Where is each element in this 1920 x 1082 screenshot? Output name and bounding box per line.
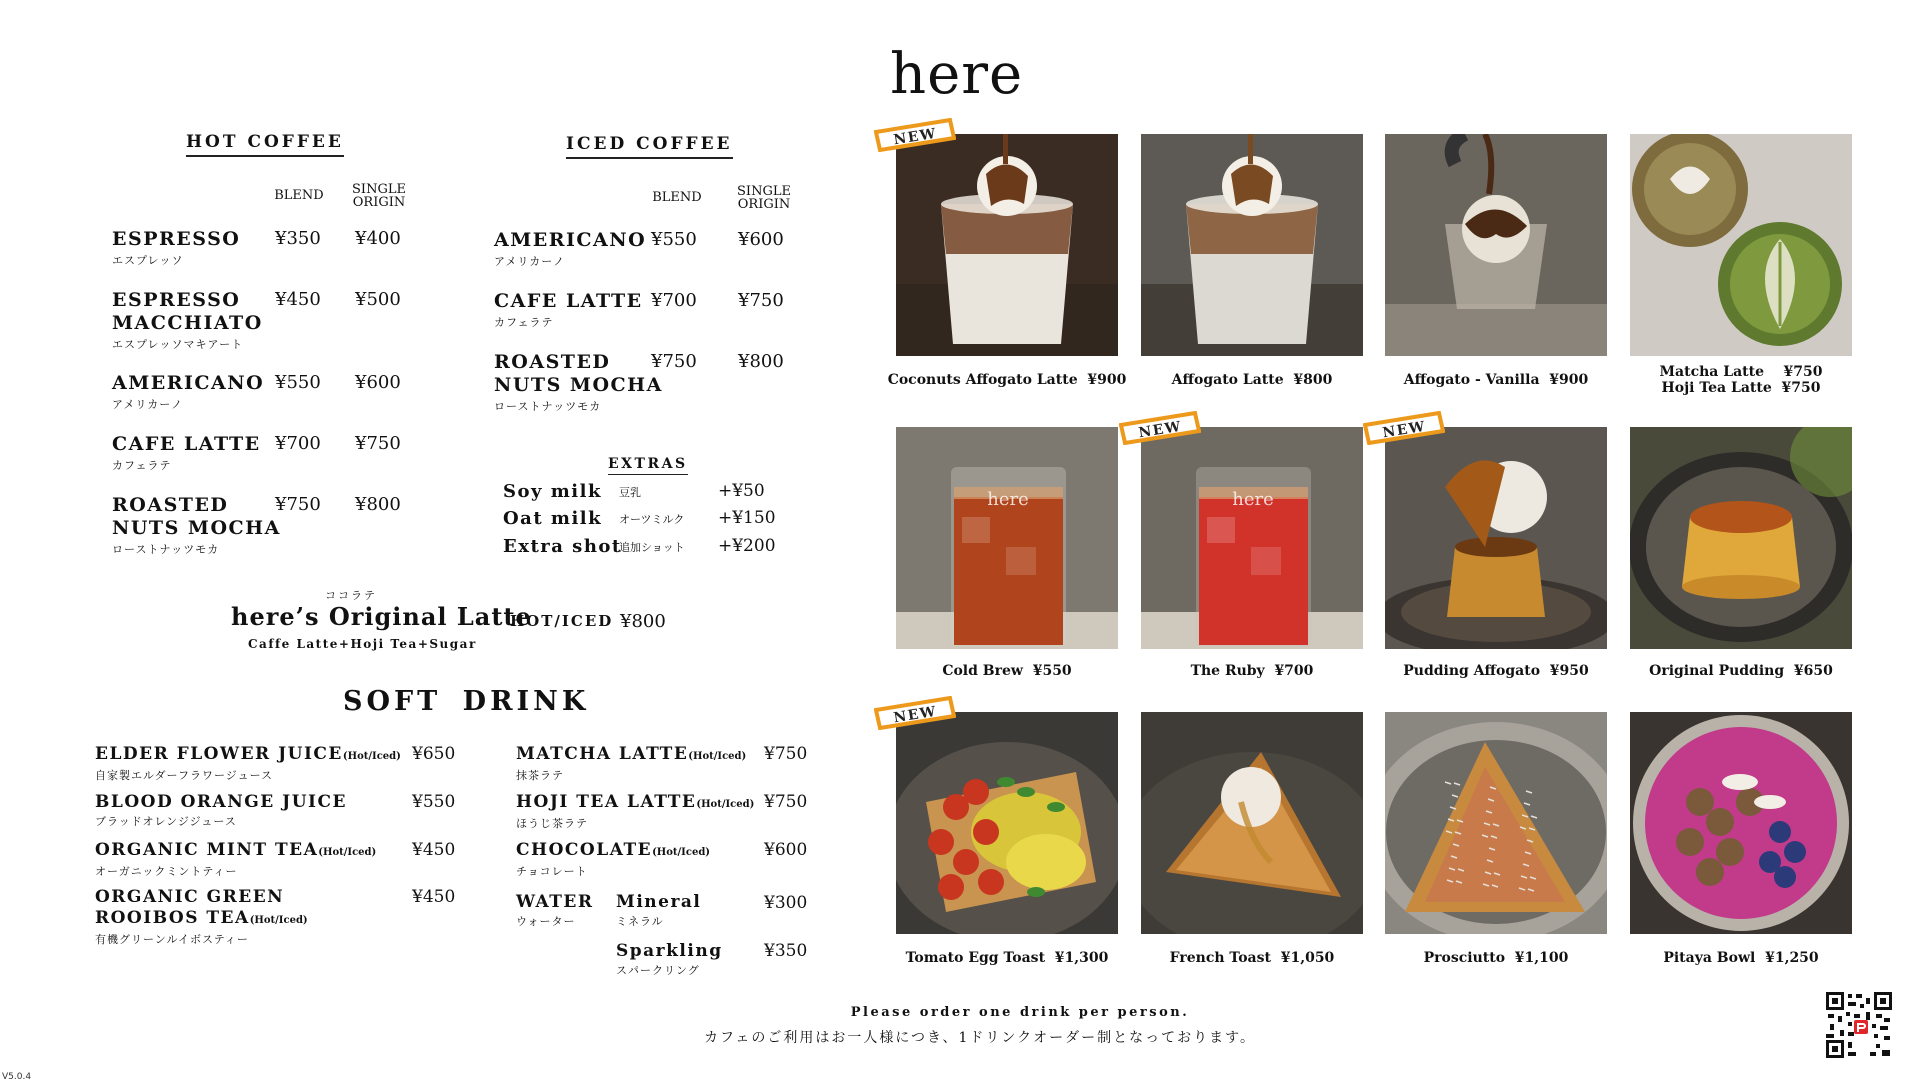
soft-drink-sub: (Hot/Iced) <box>652 847 711 858</box>
soft-drink-price: ¥450 <box>412 840 456 860</box>
soft-drink-jp: 有機グリーンルイボスティー <box>95 933 249 946</box>
extras-jp: 豆乳 <box>619 486 641 499</box>
blend-price: ¥350 <box>275 228 321 249</box>
item-name-line2: NUTS MOCHA <box>112 517 281 539</box>
footer-english: Please order one drink per person. <box>850 1005 1190 1020</box>
photo-caption-line1: Matcha Latte ¥750 <box>1659 364 1823 380</box>
new-badge <box>874 696 956 730</box>
soft-drink-price: ¥600 <box>764 840 808 860</box>
item-name: ESPRESSO <box>112 228 241 250</box>
item-jp: エスプレッソマキアート <box>112 338 244 351</box>
soft-drink-name: HOJI TEA LATTE <box>516 792 697 812</box>
soft-drink-name-line <box>95 840 376 863</box>
food-photo-illustration <box>1385 712 1607 934</box>
photo-caption <box>887 950 1127 966</box>
blend-price: ¥700 <box>275 433 321 454</box>
original-latte-ruby: ココラテ <box>325 589 377 602</box>
food-photo-illustration <box>896 427 1118 649</box>
food-photo-illustration <box>1141 427 1363 649</box>
hot-col-single-line2: ORIGIN <box>352 195 406 210</box>
soft-drink-price: ¥450 <box>412 887 456 907</box>
photo-caption-line1: Original Pudding ¥650 <box>1649 663 1833 679</box>
original-latte-type: HOT/ICED <box>510 612 614 630</box>
original-latte-name: here’s Original Latte <box>231 602 532 631</box>
new-badge-label: NEW <box>1137 418 1184 442</box>
item-jp: カフェラテ <box>112 459 172 472</box>
soft-drink-sub: (Hot/Iced) <box>342 751 401 762</box>
water-option-sparkling <box>616 941 723 978</box>
single-origin-price: ¥750 <box>355 433 401 454</box>
menu-item <box>112 433 261 473</box>
food-photo-illustration <box>1630 712 1852 934</box>
single-origin-price: ¥800 <box>738 351 784 372</box>
food-photo <box>1630 712 1852 934</box>
photo-caption <box>1621 663 1861 679</box>
blend-price: ¥550 <box>275 372 321 393</box>
single-origin-price: ¥400 <box>355 228 401 249</box>
photo-caption <box>1132 950 1372 966</box>
item-name: ROASTED <box>494 351 611 373</box>
iced-col-blend: BLEND <box>652 190 702 205</box>
food-photo-illustration <box>1141 712 1363 934</box>
food-photo <box>896 427 1118 649</box>
item-jp: アメリカーノ <box>112 398 184 411</box>
soft-drink-sub: (Hot/Iced) <box>318 847 377 858</box>
photo-caption-line1: Coconuts Affogato Latte ¥900 <box>887 372 1127 388</box>
photo-caption <box>1376 372 1616 388</box>
soft-drink-name-line <box>95 792 347 813</box>
original-latte-desc: Caffe Latte+Hoji Tea+Sugar <box>248 637 477 651</box>
water-item <box>516 892 594 929</box>
single-origin-price: ¥500 <box>355 289 401 310</box>
food-photo <box>896 134 1118 356</box>
iced-col-single-line1: SINGLE <box>737 184 791 199</box>
hot-coffee-title: HOT COFFEE <box>186 132 344 157</box>
food-photo <box>1385 134 1607 356</box>
blend-price: ¥750 <box>275 494 321 515</box>
item-jp: ローストナッツモカ <box>494 400 602 413</box>
soft-drink-name: ORGANIC MINT TEA <box>95 840 319 860</box>
menu-item <box>494 351 663 414</box>
soft-drink-jp: 抹茶ラテ <box>516 769 564 782</box>
soft-drink-name2: ROOIBOS TEA <box>95 908 250 928</box>
footer-japanese: カフェのご利用はお一人様につき、1ドリンクオーダー制となっております。 <box>704 1030 1256 1046</box>
item-name: AMERICANO <box>112 372 265 394</box>
soft-drink-name-line <box>516 744 746 767</box>
menu-item <box>494 229 646 269</box>
soft-drink-item <box>516 792 754 831</box>
item-jp: アメリカーノ <box>494 255 566 268</box>
item-name: CAFE LATTE <box>494 290 643 312</box>
extras-price: +¥50 <box>718 481 765 501</box>
new-badge-label: NEW <box>892 125 939 149</box>
water-option-mineral <box>616 892 701 929</box>
version-label: V5.0.4 <box>2 1072 32 1082</box>
photo-caption <box>1376 950 1616 966</box>
food-photo <box>1630 427 1852 649</box>
blend-price: ¥450 <box>275 289 321 310</box>
soft-drink-name: MATCHA LATTE <box>516 744 689 764</box>
soft-drink-name: BLOOD ORANGE JUICE <box>95 792 347 812</box>
extras-title: EXTRAS <box>608 456 688 475</box>
soft-drink-name-line <box>95 887 308 908</box>
photo-caption-line1: The Ruby ¥700 <box>1190 663 1314 679</box>
item-jp: カフェラテ <box>494 316 554 329</box>
food-photo <box>1141 134 1363 356</box>
photo-caption <box>1376 663 1616 679</box>
water-option-name: Sparkling <box>616 941 723 961</box>
item-name-line2: MACCHIATO <box>112 312 263 334</box>
food-photo <box>1141 427 1363 649</box>
soft-drink-jp: 自家製エルダーフラワージュース <box>95 769 274 782</box>
soft-drink-jp: オーガニックミントティー <box>95 865 238 878</box>
soft-drink-item <box>95 840 376 879</box>
menu-item <box>112 494 281 557</box>
soft-drink-price: ¥650 <box>412 744 456 764</box>
food-photo <box>1385 712 1607 934</box>
photo-caption <box>887 372 1127 388</box>
water-jp: ウォーター <box>516 915 576 928</box>
photo-caption-line1: Affogato - Vanilla ¥900 <box>1403 372 1589 388</box>
soft-drink-title: SOFT DRINK <box>343 686 590 717</box>
new-badge <box>1119 411 1201 445</box>
soft-drink-price: ¥550 <box>412 792 456 812</box>
extras-name: Extra shot <box>503 536 622 557</box>
water-option-jp: ミネラル <box>616 915 664 928</box>
soft-drink-name-line2 <box>95 908 308 931</box>
item-name: ROASTED <box>112 494 229 516</box>
item-name: AMERICANO <box>494 229 647 251</box>
soft-drink-item <box>95 887 308 947</box>
menu-item <box>112 289 263 352</box>
photo-caption-line2: Hoji Tea Latte ¥750 <box>1661 380 1821 396</box>
photo-caption <box>1132 663 1372 679</box>
photo-caption-line1: Cold Brew ¥550 <box>942 663 1072 679</box>
soft-drink-name-line <box>516 792 754 815</box>
food-photo <box>896 712 1118 934</box>
single-origin-price: ¥800 <box>355 494 401 515</box>
svg-text:here: here <box>1232 489 1274 510</box>
food-photo-illustration <box>1630 427 1852 649</box>
photo-caption-line1: French Toast ¥1,050 <box>1169 950 1335 966</box>
photo-caption <box>887 663 1127 679</box>
soft-drink-name: ELDER FLOWER JUICE <box>95 744 343 764</box>
blend-price: ¥700 <box>651 290 697 311</box>
hot-col-single-line1: SINGLE <box>352 182 406 197</box>
iced-col-single-line2: ORIGIN <box>737 197 791 212</box>
soft-drink-item <box>516 744 746 783</box>
blend-price: ¥550 <box>651 229 697 250</box>
water-name: WATER <box>516 892 594 912</box>
photo-caption-line1: Prosciutto ¥1,100 <box>1423 950 1569 966</box>
water-option-name: Mineral <box>616 892 702 912</box>
single-origin-price: ¥600 <box>355 372 401 393</box>
item-name: ESPRESSO <box>112 289 241 311</box>
soft-drink-sub: (Hot/Iced) <box>696 799 755 810</box>
photo-caption <box>1621 950 1861 966</box>
item-name-line2: NUTS MOCHA <box>494 374 663 396</box>
hot-col-blend: BLEND <box>274 188 324 203</box>
soft-drink-jp: チョコレート <box>516 865 588 878</box>
extras-jp: オーツミルク <box>619 513 685 526</box>
single-origin-price: ¥600 <box>738 229 784 250</box>
extras-jp: 追加ショット <box>619 541 685 554</box>
original-latte-price: ¥800 <box>620 611 666 632</box>
item-jp: ローストナッツモカ <box>112 543 220 556</box>
food-photo-illustration <box>1141 134 1363 356</box>
soft-drink-sub: (Hot/Iced) <box>688 751 747 762</box>
soft-drink-item <box>95 744 401 783</box>
water-option-jp: スパークリング <box>616 964 700 977</box>
photo-caption-line1: Tomato Egg Toast ¥1,300 <box>905 950 1109 966</box>
photo-caption <box>1132 372 1372 388</box>
item-jp: エスプレッソ <box>112 254 184 267</box>
hot-col-single <box>349 183 409 209</box>
item-name: CAFE LATTE <box>112 433 261 455</box>
single-origin-price: ¥750 <box>738 290 784 311</box>
menu-item <box>494 290 643 330</box>
soft-drink-name-line <box>95 744 401 767</box>
soft-drink-name-line <box>516 840 710 863</box>
new-badge-label: NEW <box>892 703 939 727</box>
new-badge <box>874 118 956 152</box>
soft-drink-item <box>516 840 710 879</box>
food-photo <box>1141 712 1363 934</box>
extras-price: +¥150 <box>718 508 776 528</box>
food-photo-illustration <box>1385 134 1607 356</box>
food-photo <box>1385 427 1607 649</box>
food-photo-illustration <box>896 712 1118 934</box>
iced-col-single <box>734 185 794 211</box>
svg-text:here: here <box>987 489 1029 510</box>
menu-item <box>112 228 240 268</box>
blend-price: ¥750 <box>651 351 697 372</box>
photo-caption-line1: Pitaya Bowl ¥1,250 <box>1663 950 1819 966</box>
soft-drink-jp: ほうじ茶ラテ <box>516 817 588 830</box>
soft-drink-name: CHOCOLATE <box>516 840 653 860</box>
photo-caption-line1: Affogato Latte ¥800 <box>1171 372 1333 388</box>
soft-drink-price: ¥750 <box>764 792 808 812</box>
iced-coffee-title: ICED COFFEE <box>566 134 733 159</box>
food-photo-illustration <box>1630 134 1852 356</box>
soft-drink-price: ¥750 <box>764 744 808 764</box>
extras-price: +¥200 <box>718 536 776 556</box>
new-badge <box>1363 411 1445 445</box>
soft-drink-jp: ブラッドオレンジジュース <box>95 815 237 828</box>
extras-name: Oat milk <box>503 508 603 529</box>
qr-code-icon[interactable] <box>1826 992 1892 1058</box>
menu-item <box>112 372 264 412</box>
water-sparkling-price: ¥350 <box>764 941 808 961</box>
food-photo <box>1630 134 1852 356</box>
water-mineral-price: ¥300 <box>764 893 808 913</box>
food-photo-illustration <box>1385 427 1607 649</box>
photo-caption <box>1621 364 1861 396</box>
food-photo-illustration <box>896 134 1118 356</box>
soft-drink-sub: (Hot/Iced) <box>249 915 308 926</box>
new-badge-label: NEW <box>1381 418 1428 442</box>
soft-drink-item <box>95 792 347 829</box>
extras-name: Soy milk <box>503 481 602 502</box>
brand-logo: here <box>890 42 1024 107</box>
photo-caption-line1: Pudding Affogato ¥950 <box>1403 663 1589 679</box>
soft-drink-name: ORGANIC GREEN <box>95 887 285 907</box>
